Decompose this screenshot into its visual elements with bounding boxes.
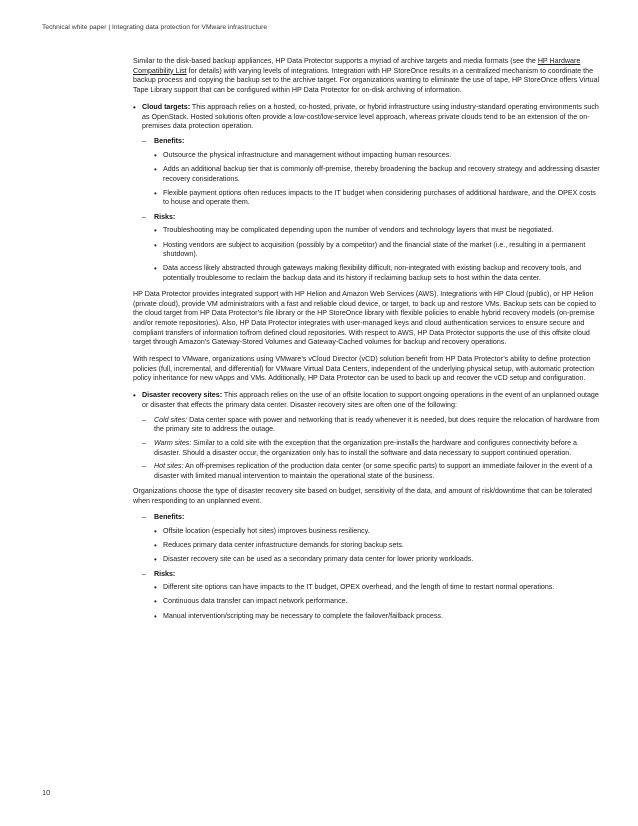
list-item: • Continuous data transfer can impact network performance. — [142, 597, 601, 607]
running-header: Technical white paper | Integrating data protection for VMware infrastructure — [42, 24, 268, 31]
warm-sites-label: Warm sites: — [154, 439, 192, 447]
list-item: • Different site options can have impacts to the IT budget, OPEX overhead, and the length of time to restart normal operations. — [142, 583, 601, 593]
disaster-recovery-title: Disaster recovery sites: — [142, 391, 223, 400]
cloud-risks-heading — [142, 213, 601, 223]
cloud-targets-title: Cloud targets: — [142, 102, 191, 111]
helion-paragraph: HP Data Protector provides integrated support with HP Helion and Amazon Web Services (AWS). Integrations with HP Cloud (public), or HP Helion (private cloud), provide VM administrators with a fast and reliable cloud device, or target, to back up and restore VMs. Backup sets can be copied to the cloud target from HP Data Protector’s file library or the HP StoreOnce library with flexible policies to enable hybrid recovery models (on-premise and/or remote repositories). Also, HP Data Protector integrates with user-managed keys and cloud authentication services to ensure secure and compliant transfers of information to/from defined cloud repositories. With respect to AWS, HP Data Protector supports the use of this offsite cloud target through Amazon’s Gateway-Stored Volumes and Gateway-Cached volumes for backup and recovery operations. — [133, 289, 596, 347]
dr-site-types — [133, 416, 601, 482]
list-item: • Disaster recovery site can be used as a secondary primary data center for lower priority workloads. — [142, 555, 601, 565]
list-item: • Data access likely abstracted through gateways making flexibility difficult, non-integrated with existing backup and recovery tools, and potentially troublesome to reclaim the backup data and its history if reclaiming backup sets to host within the data center. — [142, 264, 601, 283]
dr-risks-heading — [142, 570, 601, 580]
cloud-risks-label: Risks: — [154, 212, 176, 221]
cold-sites-text: Data center space with power and networking that is ready whenever it is needed, but does require the relocation of hardware from the primary site to address the outage. — [154, 415, 600, 434]
warm-sites-text: Similar to a cold site with the exception that the organization pre-installs the hardware and configures connectivity before a disaster. Should a disaster occur, the organization only has to install the software and data necessary to support continued operation. — [154, 439, 577, 457]
list-item: • Reduces primary data center infrastructure demands for storing backup sets. — [142, 541, 601, 551]
intro-text-1: Similar to the disk-based backup appliances, HP Data Protector supports a myriad of archive targets and media formats (see the — [133, 57, 538, 65]
list-item: • Offsite location (especially hot sites) improves business resiliency. — [142, 527, 601, 537]
main-content — [133, 57, 601, 626]
hot-sites-text: An off-premises replication of the production data center (or some specific parts) to support an immediate failover in the event of a disaster with limited manual intervention to maintain the operational state of the business. — [154, 462, 593, 481]
vmware-paragraph: With respect to VMware, organizations using VMware’s vCloud Director (vCD) solution benefit from HP Data Protector’s ability to define protection policies (full, incremental, and differential) for VMware Virtual Data Centers, independent of the underlying physical setup, with automatic protection policy inheritance for new vApps and VMs. Additionally, HP Data Protector can be used to back up and recover the vCD setup and configuration. — [133, 355, 595, 383]
choose-dr-paragraph: Organizations choose the type of disaster recovery site based on budget, sensitivity of the data, and amount of risk/downtime that can be tolerated when responding to an unplanned event. — [133, 486, 592, 505]
cloud-targets-text: This approach relies on a hosted, co-hosted, private, or hybrid infrastructure using industry-standard operating environments such as OpenStack. Hosted solutions often provide a low-cost/low-service level approach, whereas private clouds tend to be an extension of the on-premises data protection operation. — [142, 102, 599, 131]
cloud-benefits-label: Benefits: — [154, 136, 185, 145]
hardware-compatibility-link[interactable]: HP Hardware Compatibility List — [133, 57, 581, 75]
dr-risks-label: Risks: — [154, 569, 176, 578]
cloud-targets-item — [133, 103, 601, 132]
dr-sublists — [133, 513, 601, 621]
list-item: • Manual intervention/scripting may be necessary to complete the failover/failback process. — [142, 612, 601, 622]
list-item: • Troubleshooting may be complicated depending upon the number of vendors and technology layers that must be negotiated. — [142, 226, 601, 236]
dr-benefits-heading — [142, 513, 601, 523]
disaster-recovery-text: This approach relies on the use of an offsite location to support ongoing operations in the event of an unplanned outage or disaster that effects the primary data center. Disaster recovery sites are often one of the following: — [142, 391, 599, 409]
cold-sites-item — [142, 416, 601, 435]
intro-text-2: for details) with varying levels of integrations. Integration with HP StoreOnce results in a centralized mechanism to coordinate the backup process and copying the backup set to the archive target. For organizations wanting to eliminate the use of tape, HP StoreOnce offers Virtual Tape Library support that can be configured within HP Data Protector for on-disk archiving of information. — [133, 66, 600, 95]
list-item: • Adds an additional backup tier that is commonly off-premise, thereby broadening the backup and recovery strategy and addressing disaster recovery considerations. — [142, 165, 601, 184]
warm-sites-item — [142, 439, 601, 458]
disaster-recovery-item — [133, 391, 601, 410]
cloud-benefits-heading — [142, 137, 601, 147]
list-item: • Outsource the physical infrastructure and management without impacting human resources. — [142, 151, 601, 161]
hot-sites-item — [142, 462, 601, 481]
cold-sites-label: Cold sites: — [154, 415, 188, 424]
intro-paragraph — [133, 57, 601, 96]
list-item: • Hosting vendors are subject to acquisition (possibly by a competitor) and the financial state of the market (i.e., resulting in a permanent shutdown). — [142, 241, 601, 260]
hot-sites-label: Hot sites: — [154, 462, 184, 471]
list-item: • Flexible payment options often reduces impacts to the IT budget when considering purchases of additional hardware, and the OPEX costs to house and operate them. — [142, 189, 601, 208]
page-number: 10 — [42, 788, 51, 797]
dr-benefits-label: Benefits: — [154, 513, 185, 522]
cloud-sublists — [133, 137, 601, 284]
